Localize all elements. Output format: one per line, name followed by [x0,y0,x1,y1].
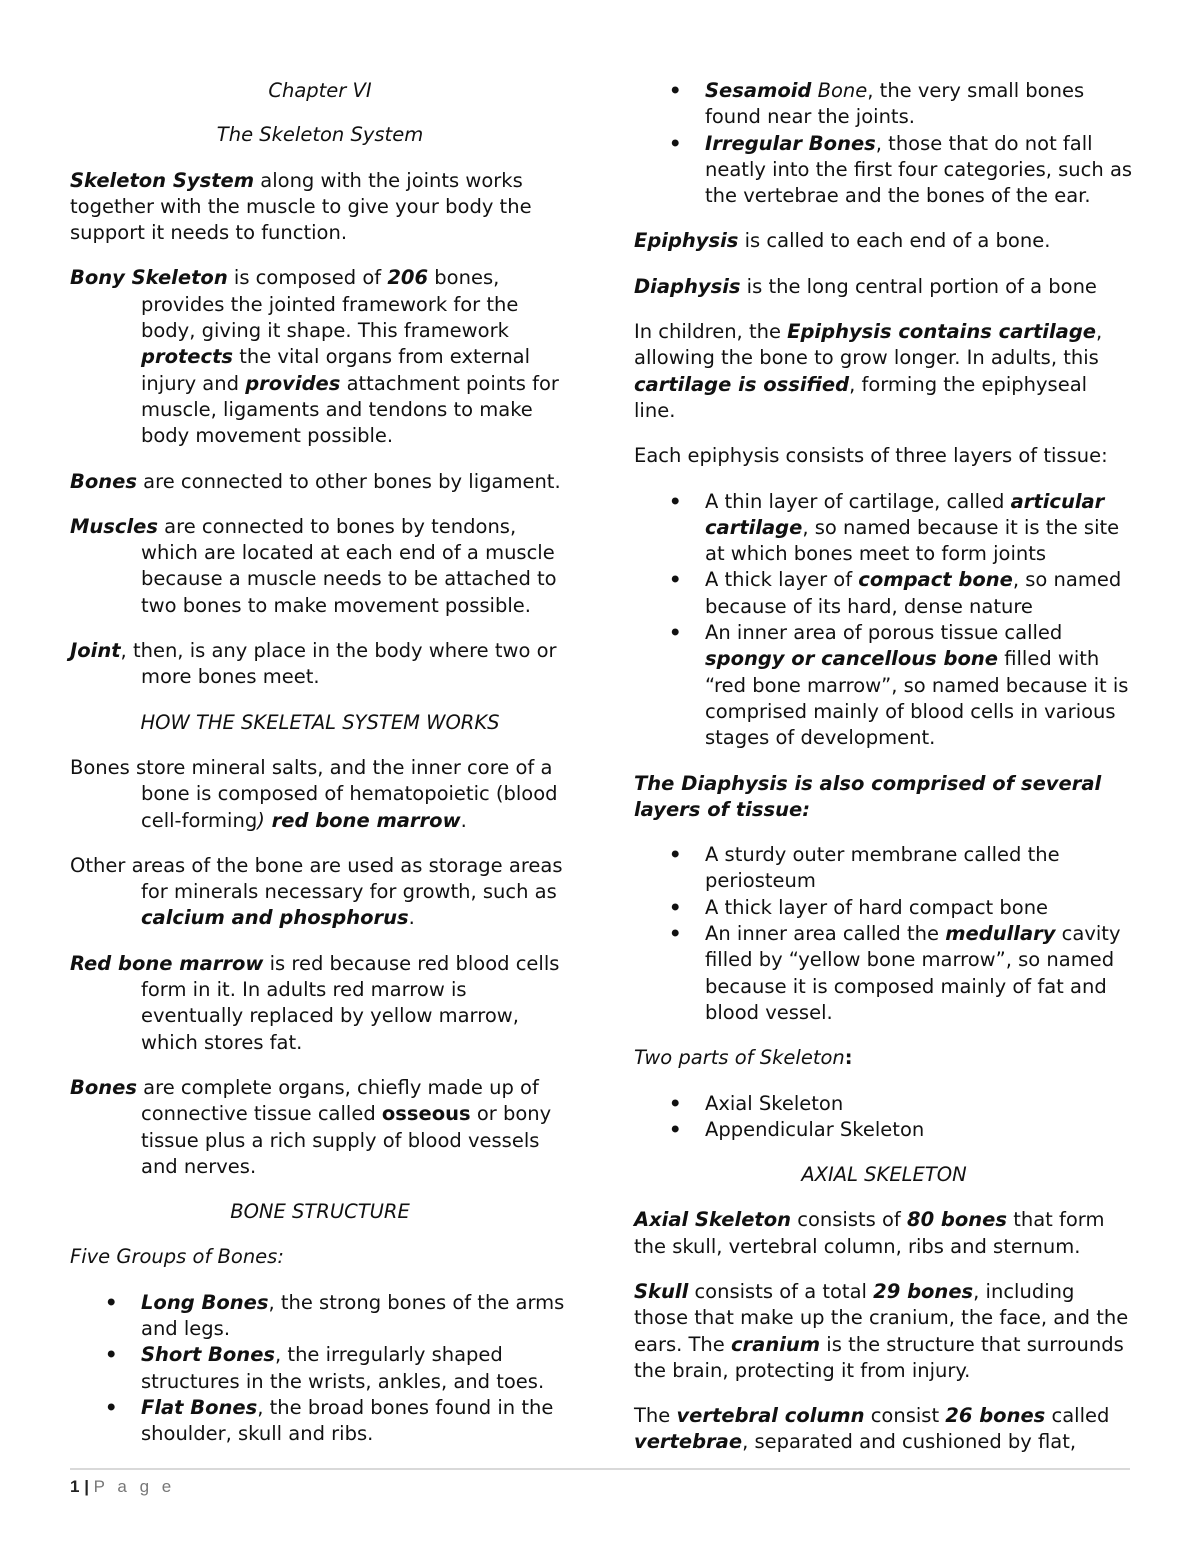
paragraph-muscles: Muscles are connected to bones by tendons, which are located at each end of a muscle because a muscle needs to be attached to two bones to make movement possible. [70,514,557,617]
chapter-title: The Skeleton System [216,123,424,147]
heading-bone-structure: BONE STRUCTURE [230,1200,410,1224]
chapter-label: Chapter VI [268,79,372,102]
bone-groups-list-left [70,1290,570,1448]
paragraph-vertebral-column: The vertebral column consist 26 bones called vertebrae, separated and cushioned by flat, [634,1404,1110,1454]
paragraph-bones-organs: Bones are complete organs, chiefly made up of connective tissue called osseous or bony tissue plus a rich supply of blood vessels and nerves. [70,1075,552,1178]
footer-divider [70,1468,1130,1470]
list-item: • Irregular Bones, those that do not fall neatly into the first four categories, such as the vertebrae and the bones of the ear. [634,131,1134,210]
list-item: • A sturdy outer membrane called the periosteum [634,842,1134,895]
paragraph-storage-areas: Other areas of the bone are used as storage areas for minerals necessary for growth, such as calcium and phosphorus. [70,853,563,930]
paragraph-mineral-salts: Bones store mineral salts, and the inner core of a bone is composed of hematopoietic (blood cell-forming) red bone marrow. [70,755,558,832]
skeleton-parts-list [634,1091,1134,1144]
list-item: • A thick layer of compact bone, so named because of its hard, dense nature [634,567,1134,620]
list-item: • A thin layer of cartilage, called articular cartilage, so named because it is the site at which bones meet to form joints [634,489,1134,568]
paragraph-bony-skeleton: Bony Skeleton is composed of 206 bones, provides the jointed framework for the body, giving it shape. This framework protects the vital organs from external injury and provides attachment points for muscle, ligaments and tendons to make body movement possible. [70,266,559,448]
epiphysis-layers-list [634,489,1134,752]
heading-how-skeletal-system-works: HOW THE SKELETAL SYSTEM WORKS [140,710,500,734]
paragraph-epiphysis-layers: Each epiphysis consists of three layers of tissue: [634,444,1108,468]
list-item: • Short Bones, the irregularly shaped structures in the wrists, ankles, and toes. [70,1342,570,1395]
paragraph-red-bone-marrow: Red bone marrow is red because red blood cells form in it. In adults red marrow is eventually replaced by yellow marrow, which stores fat. [70,951,560,1054]
paragraph-joint: Joint, then, is any place in the body where two or more bones meet. [70,639,557,689]
list-item: • An inner area of porous tissue called spongy or cancellous bone filled with “red bone marrow”, so named because it is comprised mainly of blood cells in various stages of development. [634,620,1134,751]
diaphysis-layers-list [634,842,1134,1026]
heading-diaphysis-layers: The Diaphysis is also comprised of several layers of tissue: [634,771,1102,821]
bone-groups-list-right [634,78,1134,209]
page-footer [70,1477,175,1497]
list-item: • Appendicular Skeleton [634,1117,1134,1143]
heading-two-parts: Two parts of Skeleton: [634,1046,853,1070]
paragraph-children-epiphysis: In children, the Epiphysis contains cartilage, allowing the bone to grow longer. In adults, this cartilage is ossified, forming the epiphyseal line. [634,320,1103,422]
list-item: • An inner area called the medullary cavity filled by “yellow bone marrow”, so named because it is composed mainly of fat and blood vessel. [634,921,1134,1026]
page-label: P a g e [93,1477,176,1496]
heading-five-groups: Five Groups of Bones: [70,1245,284,1269]
left-column [70,78,570,1466]
list-item: • A thick layer of hard compact bone [634,895,1134,921]
paragraph-epiphysis: Epiphysis is called to each end of a bone. [634,229,1051,253]
paragraph-diaphysis: Diaphysis is the long central portion of a bone [634,274,1097,298]
heading-axial-skeleton: AXIAL SKELETON [801,1163,967,1187]
list-item: • Sesamoid Bone, the very small bones found near the joints. [634,78,1134,131]
footer-separator: | [79,1477,94,1496]
list-item: • Axial Skeleton [634,1091,1134,1117]
paragraph-axial-skeleton: Axial Skeleton consists of 80 bones that form the skull, vertebral column, ribs and sternum. [634,1208,1105,1258]
list-item: • Long Bones, the strong bones of the arms and legs. [70,1290,570,1343]
paragraph-skeleton-system: Skeleton System along with the joints works together with the muscle to give your body the support it needs to function. [70,168,532,245]
paragraph-skull: Skull consists of a total 29 bones, including those that make up the cranium, the face, and the ears. The cranium is the structure that surrounds the brain, protecting it from injury. [634,1279,1129,1382]
right-column [634,78,1134,1475]
list-item: • Flat Bones, the broad bones found in the shoulder, skull and ribs. [70,1395,570,1448]
page-number: 1 [70,1477,80,1496]
paragraph-bones-ligament: Bones are connected to other bones by ligament. [70,469,561,493]
